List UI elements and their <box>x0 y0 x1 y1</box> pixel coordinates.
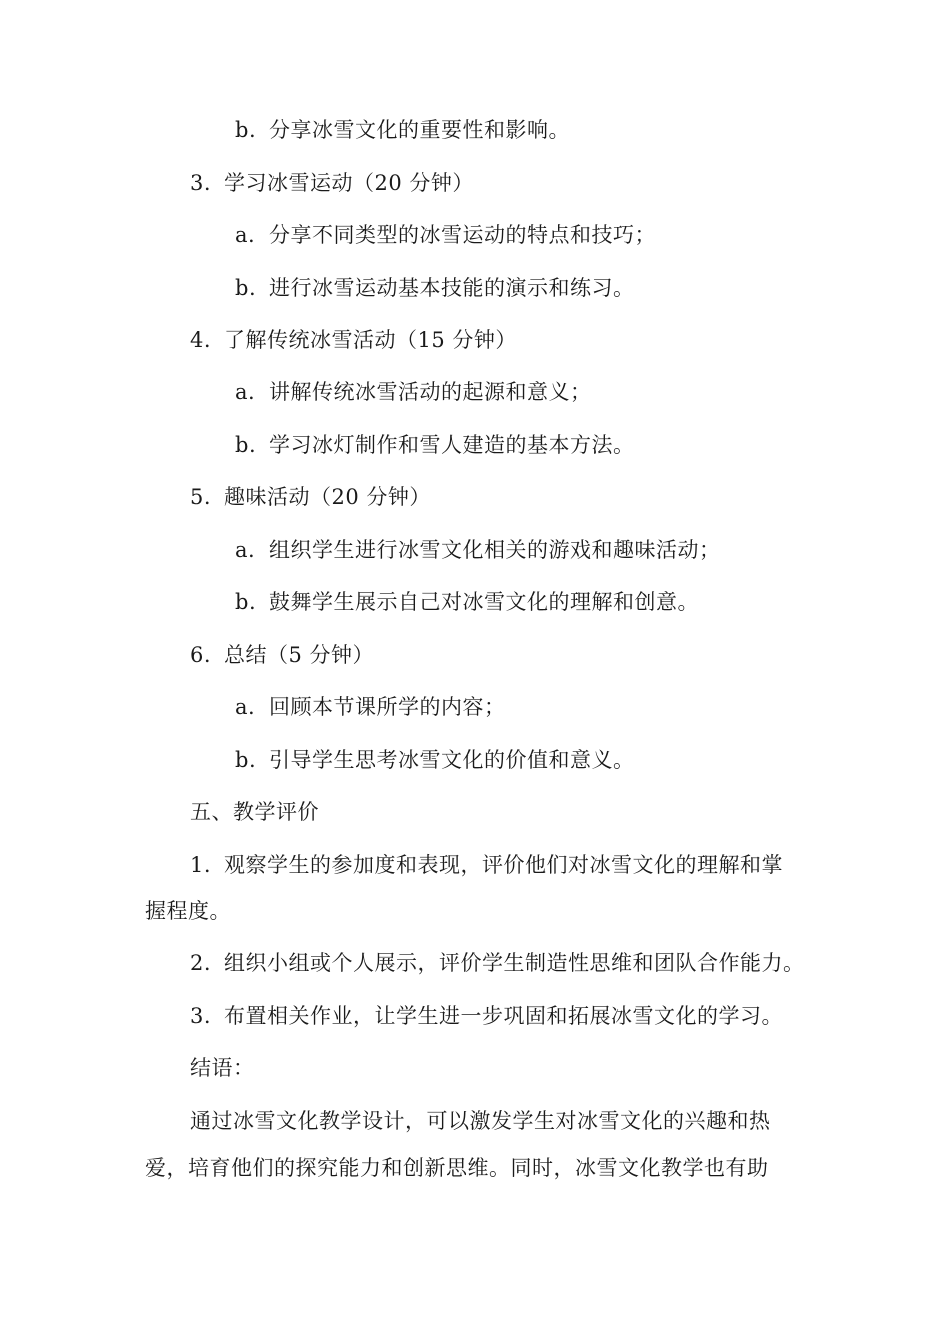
list-item-step <box>190 852 783 878</box>
heading-text: 结语： <box>190 1056 255 1080</box>
list-item-sub <box>235 222 656 248</box>
list-item-step <box>190 484 431 510</box>
continuation-line <box>145 898 231 924</box>
section-heading <box>190 1055 255 1081</box>
item-marker: b. <box>235 118 257 142</box>
item-marker: b. <box>235 590 257 614</box>
list-item-sub <box>235 694 506 720</box>
item-marker: b. <box>235 433 257 457</box>
item-text: 引导学生思考冰雪文化的价值和意义。 <box>269 748 635 772</box>
list-item-step <box>190 327 517 353</box>
item-marker: b. <box>235 276 257 300</box>
list-item-sub <box>235 589 699 615</box>
item-text: 握程度。 <box>145 899 231 923</box>
list-item-sub <box>235 747 635 773</box>
item-marker: a. <box>235 223 256 247</box>
item-text: 鼓舞学生展示自己对冰雪文化的理解和创意。 <box>269 590 699 614</box>
item-text: 学习冰雪运动（20 分钟） <box>224 171 474 195</box>
paragraph-line <box>190 1108 771 1134</box>
list-item-sub <box>235 432 635 458</box>
item-text: 总结（5 分钟） <box>224 643 375 667</box>
item-text: 组织学生进行冰雪文化相关的游戏和趣味活动； <box>269 538 721 562</box>
item-text: 讲解传统冰雪活动的起源和意义； <box>269 380 592 404</box>
item-text: 回顾本节课所学的内容； <box>269 695 506 719</box>
item-marker: a. <box>235 538 256 562</box>
list-item-step <box>190 642 374 668</box>
paragraph-text: 爱，培育他们的探究能力和创新思维。同时，冰雪文化教学也有助 <box>145 1156 769 1180</box>
item-marker: b. <box>235 748 257 772</box>
item-text: 进行冰雪运动基本技能的演示和练习。 <box>269 276 635 300</box>
item-marker: a. <box>235 380 256 404</box>
list-item-sub <box>235 117 570 143</box>
item-text: 趣味活动（20 分钟） <box>224 485 431 509</box>
item-marker: 3. <box>190 171 212 195</box>
list-item-step <box>190 1003 783 1029</box>
item-text: 布置相关作业，让学生进一步巩固和拓展冰雪文化的学习。 <box>224 1004 783 1028</box>
item-text: 观察学生的参加度和表现，评价他们对冰雪文化的理解和掌 <box>224 853 783 877</box>
list-item-sub <box>235 275 635 301</box>
item-marker: 3. <box>190 1004 212 1028</box>
item-marker: 1. <box>190 853 212 877</box>
section-heading <box>190 799 319 825</box>
list-item-step <box>190 950 805 976</box>
paragraph-text: 通过冰雪文化教学设计，可以激发学生对冰雪文化的兴趣和热 <box>190 1109 771 1133</box>
item-marker: 6. <box>190 643 212 667</box>
item-marker: 4. <box>190 328 212 352</box>
item-text: 学习冰灯制作和雪人建造的基本方法。 <box>269 433 635 457</box>
item-marker: a. <box>235 695 256 719</box>
list-item-sub <box>235 537 721 563</box>
item-text: 分享冰雪文化的重要性和影响。 <box>269 118 570 142</box>
heading-text: 五、教学评价 <box>190 800 319 824</box>
paragraph-line <box>145 1155 769 1181</box>
item-text: 组织小组或个人展示，评价学生制造性思维和团队合作能力。 <box>224 951 805 975</box>
item-marker: 5. <box>190 485 212 509</box>
list-item-sub <box>235 379 592 405</box>
list-item-step <box>190 170 474 196</box>
item-marker: 2. <box>190 951 212 975</box>
item-text: 了解传统冰雪活动（15 分钟） <box>224 328 517 352</box>
item-text: 分享不同类型的冰雪运动的特点和技巧； <box>269 223 656 247</box>
